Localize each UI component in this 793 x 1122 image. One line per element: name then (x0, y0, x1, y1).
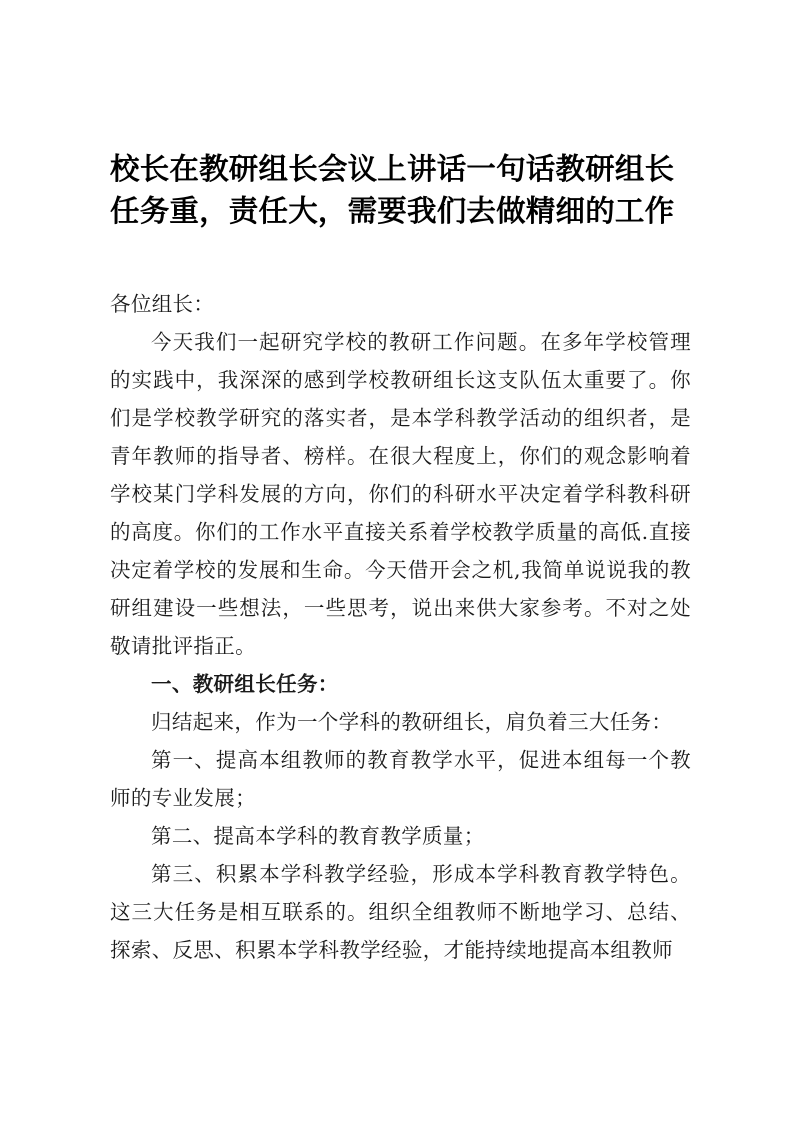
document-content (110, 148, 691, 969)
paragraph-task-one: 第一、提高本组教师的教育教学水平，促进本组每一个教师的专业发展； (110, 748, 691, 810)
section-heading-one: 一、教研组长任务： (151, 672, 339, 696)
page-title-line-2: 任务重，责任大，需要我们去做精细的工作 (110, 194, 675, 228)
paragraph-intro: 今天我们一起研究学校的教研工作问题。在多年学校管理的实践中，我深深的感到学校教研组长这支队伍太重要了。你们是学校教学研究的落实者，是本学科教学活动的组织者，是青年教师的指导者、榜样。在很大程度上，你们的观念影响着学校某门学科发展的方向，你们的科研水平决定着学科教科研的高度。你们的工作水平直接关系着学校教学质量的高低.直接决定着学校的发展和生命。今天借开会之机,我简单说说我的教研组建设一些想法，一些思考，说出来供大家参考。不对之处敬请批评指正。 (110, 330, 691, 658)
page-title (110, 148, 691, 232)
paragraph-task-three: 第三、积累本学科教学经验，形成本学科教育教学特色。这三大任务是相互联系的。组织全组教师不断地学习、总结、探索、反思、积累本学科教学经验，才能持续地提高本组教师 (110, 862, 691, 962)
salutation: 各位组长： (110, 292, 215, 316)
page-title-line-1: 校长在教研组长会议上讲话一句话教研组长 (110, 152, 675, 186)
title-body-spacer (110, 232, 691, 285)
document-body (110, 285, 691, 969)
paragraph-task-two: 第二、提高本学科的教育教学质量； (151, 824, 485, 848)
paragraph-summary: 归结起来，作为一个学科的教研组长，肩负着三大任务： (151, 710, 673, 734)
